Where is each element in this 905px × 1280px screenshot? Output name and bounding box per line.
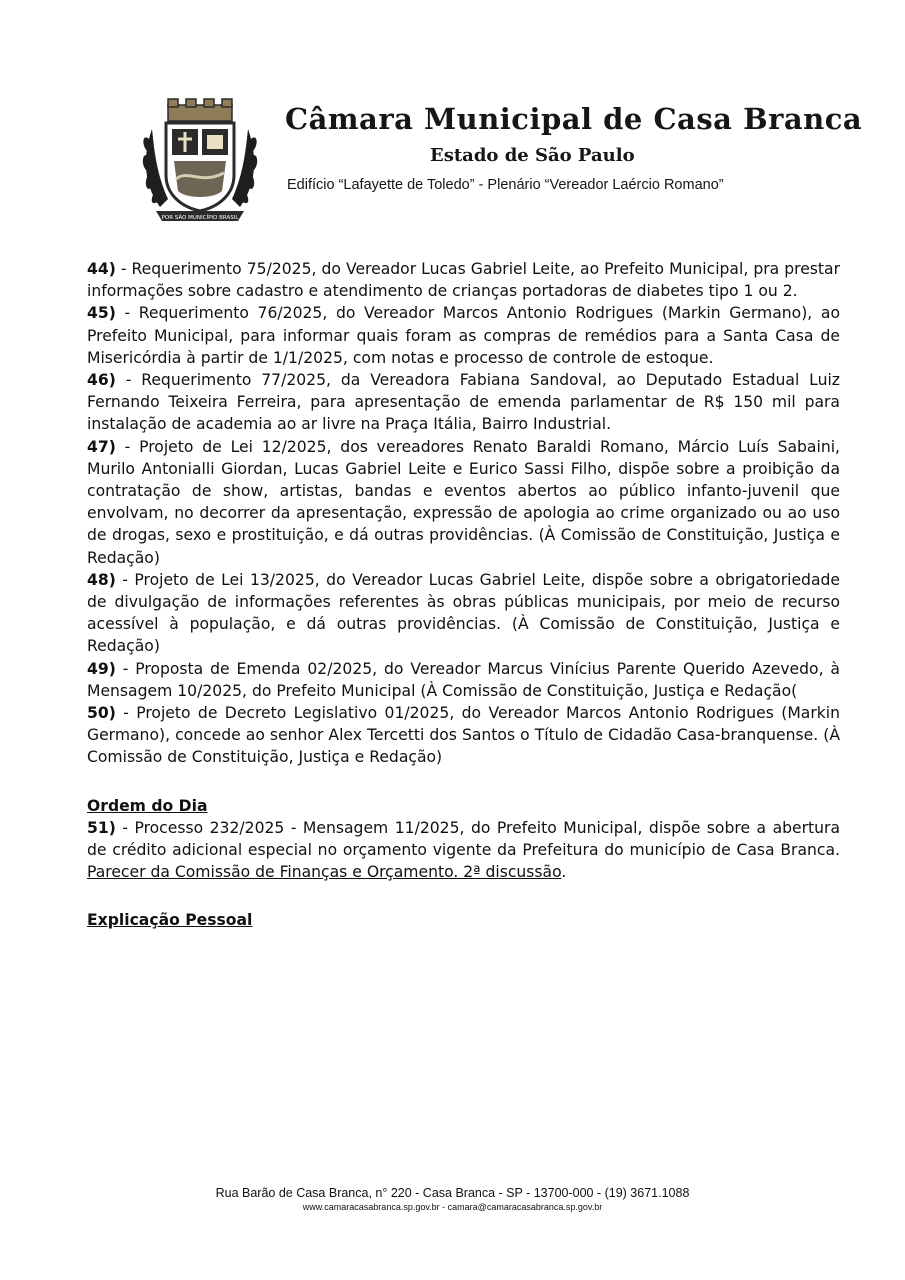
- item-number: 46): [87, 371, 116, 390]
- explicacao-pessoal-heading: Explicação Pessoal: [87, 911, 253, 930]
- coat-of-arms-logo: [138, 95, 262, 225]
- agenda-item-47: [87, 436, 840, 569]
- item-text: - Requerimento 75/2025, do Vereador Lucas Gabriel Leite, ao Prefeito Municipal, pra prestar informações sobre cadastro e atendimento de crianças portadoras de diabetes tipo 1 ou 2.: [87, 260, 840, 301]
- agenda-item-45: [87, 302, 840, 369]
- footer-address: Rua Barão de Casa Branca, n° 220 - Casa Branca - SP - 13700-000 - (19) 3671.1088: [215, 1186, 690, 1200]
- item-number: 48): [87, 570, 116, 589]
- item-text: - Requerimento 76/2025, do Vereador Marcos Antonio Rodrigues (Markin Germano), ao Prefeito Municipal, para informar quais foram as compras de remédios para a Santa Casa de Misericórdia à partir de 1/1/2025, com notas e processo de controle de estoque.: [87, 304, 840, 367]
- mural-crown: [168, 99, 232, 121]
- item-number: 45): [87, 304, 116, 323]
- item-end: .: [561, 863, 567, 882]
- item-text: - Projeto de Lei 12/2025, dos vereadores Renato Baraldi Romano, Márcio Luís Sabaini, Murilo Antonialli Giordan, Lucas Gabriel Leite e Eurico Sassi Filho, dispõe sobre a proibição da contratação de show, artistas, bandas e eventos abertos ao público infanto-juvenil que envolvam, no decorrer da apresentação, expressão de apologia ao crime organizado ou ao uso de drogas, sexo e prostituição, e dá outras providências. (À Comissão de Constituição, Justiça e Redação): [87, 437, 840, 567]
- item-underlined-text: Parecer da Comissão de Finanças e Orçamento. 2ª discussão: [87, 863, 562, 882]
- item-text: - Projeto de Lei 13/2025, do Vereador Lucas Gabriel Leite, dispõe sobre a obrigatoriedade de divulgação de informações referentes às obras públicas municipais, por meio de recurso acessível à população, e dá outras providências. (À Comissão de Constituição, Justiça e Redação): [87, 570, 840, 656]
- ordem-do-dia-heading: Ordem do Dia: [87, 796, 208, 815]
- agenda-item-49: [87, 658, 840, 702]
- item-number: 49): [87, 659, 116, 678]
- agenda-item-46: [87, 369, 840, 436]
- agenda-item-44: [87, 258, 840, 302]
- item-number: 47): [87, 437, 116, 456]
- item-number: 44): [87, 260, 116, 278]
- institution-title: Câmara Municipal de Casa Branca: [285, 102, 863, 136]
- item-number: 50): [87, 704, 116, 723]
- item-text: - Proposta de Emenda 02/2025, do Vereador Marcus Vinícius Parente Querido Azevedo, à Mensagem 10/2025, do Prefeito Municipal (À Comissão de Constituição, Justiça e Redação(: [87, 659, 840, 700]
- agenda-item-50: [87, 702, 840, 769]
- laurel-right: [232, 129, 258, 207]
- agenda-item-48: [87, 569, 840, 658]
- agenda-item-51: [87, 817, 840, 884]
- laurel-left: [142, 129, 168, 207]
- item-number: 51): [87, 818, 116, 837]
- item-text: - Projeto de Decreto Legislativo 01/2025, do Vereador Marcos Antonio Rodrigues (Markin Germano), concede ao senhor Alex Tercetti dos Santos o Título de Cidadão Casa-branquense. (À Comissão de Constituição, Justiça e Redação): [87, 704, 840, 767]
- crest-motto: POR SÃO MUNICÍPIO BRASIL: [161, 215, 239, 221]
- building-line: Edifício “Lafayette de Toledo” - Plenário “Vereador Laércio Romano”: [287, 177, 724, 193]
- state-subtitle: Estado de São Paulo: [430, 145, 635, 166]
- agenda-content: [87, 258, 840, 932]
- item-text: - Processo 232/2025 - Mensagem 11/2025, do Prefeito Municipal, dispõe sobre a abertura de crédito adicional especial no orçamento vigente da Prefeitura do município de Casa Branca.: [87, 818, 840, 860]
- footer-contact: www.camaracasabranca.sp.gov.br - camara@camaracasabranca.sp.gov.br: [302, 1202, 603, 1212]
- item-text: - Requerimento 77/2025, da Vereadora Fabiana Sandoval, ao Deputado Estadual Luiz Fernando Teixeira Ferreira, para apresentação de emenda parlamentar de R$ 150 mil para instalação de academia ao ar livre na Praça Itália, Bairro Industrial.: [87, 371, 840, 434]
